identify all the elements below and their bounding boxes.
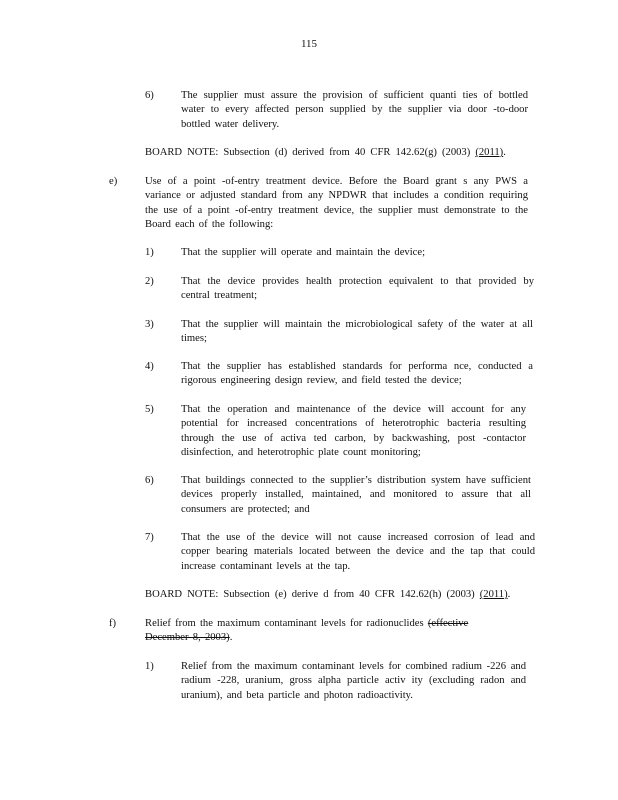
item-number-f1: 1)	[145, 661, 154, 672]
item-number-e1: 1)	[145, 247, 154, 258]
item-text-e5: That the operation and maintenance of the device will account for any potential for increased concentrations of heterotrophic bacteria resulting through the use of activa ted carbon, by backwashing, post -contactor disinfection, and heterotrophic plate count monitoring;	[181, 404, 526, 458]
item-text-e3: That the supplier will maintain the microbiological safety of the water at all times;	[181, 319, 533, 345]
item-text-f1: Relief from the maximum contaminant levels for combined radium -226 and radium -228, uranium, gross alpha particle activ ity (excluding radon and uranium), and beta particle and photon radioactivity.	[181, 661, 526, 701]
board-note-e-text: BOARD NOTE: Subsection (e) derive d from 40 CFR 142.62(h) (2003)	[145, 589, 475, 600]
board-note-d-underlined: (2011)	[475, 147, 504, 158]
subsection-text-f-tail: .	[229, 632, 233, 644]
item-number-e2: 2)	[145, 276, 154, 287]
board-note-d-tail: .	[503, 147, 506, 158]
item-text-d6: The supplier must assure the provision of sufficient quanti ties of bottled water to every affected person supplied by the supplier via door -to-door bottled water delivery.	[181, 90, 528, 130]
item-text-e1: That the supplier will operate and maintain the device;	[181, 247, 426, 258]
board-note-e-tail: .	[507, 589, 511, 600]
subsection-text-f	[145, 617, 500, 646]
item-number-e6: 6)	[145, 475, 154, 486]
board-note-e	[145, 588, 510, 602]
subsection-text-f-main: Relief from the maximum contaminant levels for radionuclides	[145, 618, 424, 629]
item-number-e4: 4)	[145, 361, 154, 372]
page-number: 115	[300, 38, 318, 50]
item-number-e5: 5)	[145, 404, 154, 415]
item-number-e7: 7)	[145, 532, 154, 543]
subsection-text-e: Use of a point -of-entry treatment device. Before the Board grant s any PWS a variance or adjusted standard from any NPDWR that includes a condition requiring the use of a point -of-entry treatment device, the supplier must demonstrate to the Board each of the following:	[145, 176, 528, 230]
subsection-text-f-struck: (effective December 8, 2003)	[145, 618, 469, 644]
item-text-e4: That the supplier has established standards for performa nce, conducted a rigorous engineering design review, and field tested the device;	[181, 361, 533, 387]
item-number-e3: 3)	[145, 319, 154, 330]
board-note-d	[145, 146, 506, 160]
item-number-d6: 6)	[145, 90, 154, 101]
item-text-e7: That the use of the device will not cause increased corrosion of lead and copper bearing materials located between the device and the tap that could increase contaminant levels at the tap.	[181, 532, 535, 572]
item-text-e6: That buildings connected to the supplier’s distribution system have sufficient devices properly installed, maintained, and monitored to assure that all consumers are protected; and	[181, 475, 531, 515]
subsection-label-f: f)	[109, 618, 117, 629]
board-note-e-underlined: (2011)	[479, 589, 508, 600]
subsection-label-e: e)	[109, 176, 118, 187]
board-note-d-text: BOARD NOTE: Subsection (d) derived from 40 CFR 142.62(g) (2003)	[145, 147, 471, 158]
item-text-e2: That the device provides health protection equivalent to that provided by central treatment;	[181, 276, 534, 302]
